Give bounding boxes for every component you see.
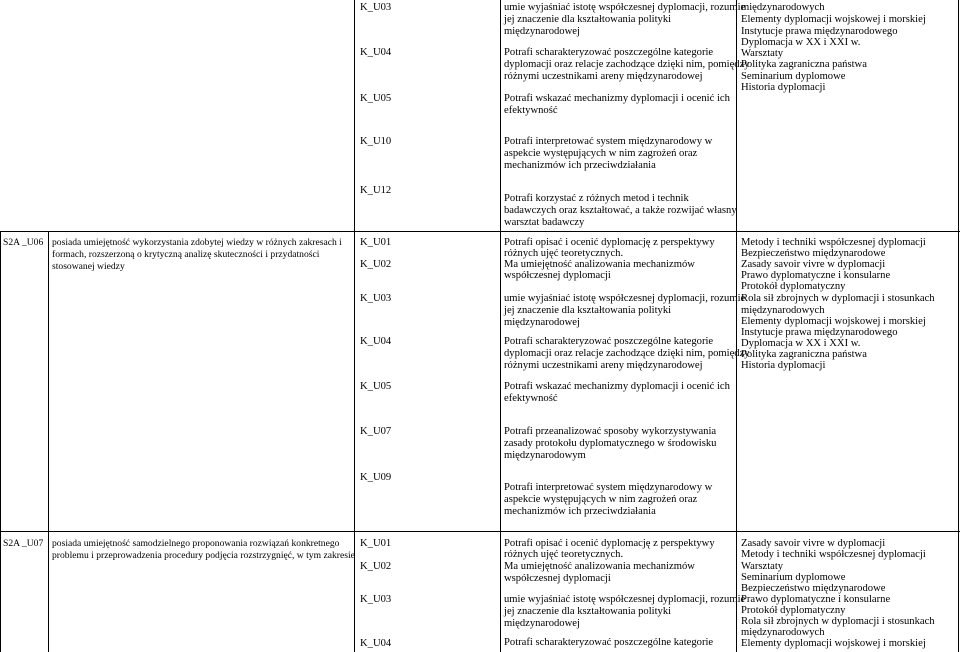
- outcome-line: Potrafi scharakteryzować poszczególne kategorie: [504, 637, 714, 648]
- course-item: Elementy dyplomacji wojskowej i morskiej: [741, 316, 926, 327]
- outcome-line: międzynarodowej: [504, 618, 580, 629]
- effect-code: K_U03: [360, 293, 392, 304]
- outcome-line: jej znaczenie dla kształtowania polityki: [504, 14, 672, 25]
- outcome-line: międzynarodowym: [504, 450, 586, 461]
- outcome-line: różnych ujęć teoretycznych.: [504, 248, 624, 259]
- course-item: Prawo dyplomatyczne i konsularne: [741, 270, 891, 281]
- course-item: Protokół dyplomatyczny: [741, 281, 846, 292]
- outcome-line: Potrafi interpretować system międzynarodowy w: [504, 136, 713, 147]
- outcome-line: Ma umiejętność analizowania mechanizmów: [504, 561, 695, 572]
- outcome-line: Potrafi opisać i ocenić dyplomację z perspektywy: [504, 538, 715, 549]
- course-item: Historia dyplomacji: [741, 82, 826, 93]
- effect-code: K_U04: [360, 47, 392, 58]
- outcome-line: efektywność: [504, 393, 558, 404]
- course-item: Elementy dyplomacji wojskowej i morskiej: [741, 14, 926, 25]
- course-item: Metody i techniki współczesnej dyplomacji: [741, 549, 926, 560]
- row-divider-2: [0, 531, 960, 532]
- standard-description: posiada umiejętność samodzielnego proponowania rozwiązań konkretnego: [52, 538, 340, 549]
- col-divider-outcome: [500, 0, 501, 652]
- effect-code: K_U10: [360, 136, 392, 147]
- outcome-line: badawczych oraz kształtować, a także rozwijać własny: [504, 205, 737, 216]
- effect-code: K_U07: [360, 426, 392, 437]
- course-item: międzynarodowych: [741, 2, 825, 13]
- outcome-line: efektywność: [504, 105, 558, 116]
- course-item: Dyplomacja w XX i XXI w.: [741, 338, 861, 349]
- effect-code: K_U04: [360, 336, 392, 347]
- col-divider-right: [958, 0, 959, 652]
- course-item: Warsztaty: [741, 48, 784, 59]
- outcome-line: jej znaczenie dla kształtowania polityki: [504, 305, 672, 316]
- outcome-line: Potrafi wskazać mechanizmy dyplomacji i ocenić ich: [504, 93, 730, 104]
- course-item: Bezpieczeństwo międzynarodowe: [741, 248, 886, 259]
- effect-code: K_U01: [360, 237, 392, 248]
- outcome-line: Potrafi interpretować system międzynarodowy w: [504, 482, 713, 493]
- effect-code: K_U12: [360, 185, 392, 196]
- course-item: Elementy dyplomacji wojskowej i morskiej: [741, 638, 926, 649]
- outcome-line: Potrafi wskazać mechanizmy dyplomacji i ocenić ich: [504, 381, 730, 392]
- outcome-line: międzynarodowej: [504, 317, 580, 328]
- effect-code: K_U02: [360, 561, 392, 572]
- outcome-line: warsztat badawczy: [504, 217, 585, 228]
- outcome-line: różnymi uczestnikami areny międzynarodowej: [504, 360, 703, 371]
- row-divider-1: [0, 231, 960, 232]
- standard-description: stosowanej wiedzy: [52, 261, 125, 272]
- outcome-line: współczesnej dyplomacji: [504, 270, 611, 281]
- outcome-line: umie wyjaśniać istotę współczesnej dyplomacji, rozumie: [504, 2, 746, 13]
- outcome-line: aspekcie występujących w nim zagrożeń oraz: [504, 494, 698, 505]
- effect-code: K_U03: [360, 594, 392, 605]
- effect-code: K_U01: [360, 538, 392, 549]
- outcome-line: współczesnej dyplomacji: [504, 573, 611, 584]
- course-item: Prawo dyplomatyczne i konsularne: [741, 594, 891, 605]
- outcome-line: umie wyjaśniać istotę współczesnej dyplomacji, rozumie: [504, 293, 746, 304]
- course-item: Rola sił zbrojnych w dyplomacji i stosunkach: [741, 616, 935, 627]
- standard-description: posiada umiejętność wykorzystania zdobytej wiedzy w różnych zakresach i: [52, 237, 342, 248]
- effect-code: K_U09: [360, 472, 392, 483]
- outcome-line: Potrafi korzystać z różnych metod i technik: [504, 193, 689, 204]
- outcome-line: Potrafi scharakteryzować poszczególne kategorie: [504, 336, 714, 347]
- course-item: Bezpieczeństwo międzynarodowe: [741, 583, 886, 594]
- outcome-line: różnymi uczestnikami areny międzynarodowej: [504, 71, 703, 82]
- course-item: Dyplomacja w XX i XXI w.: [741, 37, 861, 48]
- outcome-line: Ma umiejętność analizowania mechanizmów: [504, 259, 695, 270]
- outcome-line: aspekcie występujących w nim zagrożeń oraz: [504, 148, 698, 159]
- course-item: Metody i techniki współczesnej dyplomacji: [741, 237, 926, 248]
- outcome-line: umie wyjaśniać istotę współczesnej dyplomacji, rozumie: [504, 594, 746, 605]
- course-item: Seminarium dyplomowe: [741, 572, 846, 583]
- course-item: Rola sił zbrojnych w dyplomacji i stosunkach: [741, 293, 935, 304]
- effect-code: K_U02: [360, 259, 392, 270]
- col-divider-desc: [48, 231, 49, 652]
- standard-description: problemu i przeprowadzenia procedury podjęcia rozstrzygnięć, w tym zakresie: [52, 550, 355, 561]
- effect-code: K_U03: [360, 2, 392, 13]
- col-divider-code: [0, 231, 1, 652]
- course-item: Instytucje prawa międzynarodowego: [741, 327, 898, 338]
- course-item: międzynarodowych: [741, 627, 825, 638]
- course-item: Historia dyplomacji: [741, 360, 826, 371]
- effect-code: K_U05: [360, 93, 392, 104]
- outcome-line: Potrafi scharakteryzować poszczególne kategorie: [504, 47, 714, 58]
- course-item: Warsztaty: [741, 561, 784, 572]
- course-item: Zasady savoir vivre w dyplomacji: [741, 259, 886, 270]
- outcome-line: zasady protokołu dyplomatycznego w środowisku: [504, 438, 717, 449]
- course-item: Polityka zagraniczna państwa: [741, 349, 867, 360]
- effect-code: K_U05: [360, 381, 392, 392]
- outcome-line: Potrafi opisać i ocenić dyplomację z perspektywy: [504, 237, 715, 248]
- course-item: międzynarodowych: [741, 305, 825, 316]
- course-item: Instytucje prawa międzynarodowego: [741, 26, 898, 37]
- outcome-line: mechanizmów ich przeciwdziałania: [504, 160, 656, 171]
- course-item: Polityka zagraniczna państwa: [741, 59, 867, 70]
- standard-code: S2A _U06: [3, 237, 44, 248]
- standard-code: S2A _U07: [3, 538, 44, 549]
- outcome-line: Potrafi przeanalizować sposoby wykorzystywania: [504, 426, 717, 437]
- outcome-line: dyplomacji oraz relacje zachodzące dzięki nim, pomiędzy: [504, 348, 750, 359]
- outcome-line: jej znaczenie dla kształtowania polityki: [504, 606, 672, 617]
- outcome-line: mechanizmów ich przeciwdziałania: [504, 506, 656, 517]
- course-item: Zasady savoir vivre w dyplomacji: [741, 538, 886, 549]
- col-divider-course: [736, 0, 737, 652]
- standard-description: formach, rozszerzoną o krytyczną analizę skuteczności i przydatności: [52, 249, 320, 260]
- course-item: Protokół dyplomatyczny: [741, 605, 846, 616]
- outcome-line: dyplomacji oraz relacje zachodzące dzięki nim, pomiędzy: [504, 59, 750, 70]
- effect-code: K_U04: [360, 638, 392, 649]
- outcome-line: międzynarodowej: [504, 26, 580, 37]
- outcome-line: różnych ujęć teoretycznych.: [504, 549, 624, 560]
- course-item: Seminarium dyplomowe: [741, 71, 846, 82]
